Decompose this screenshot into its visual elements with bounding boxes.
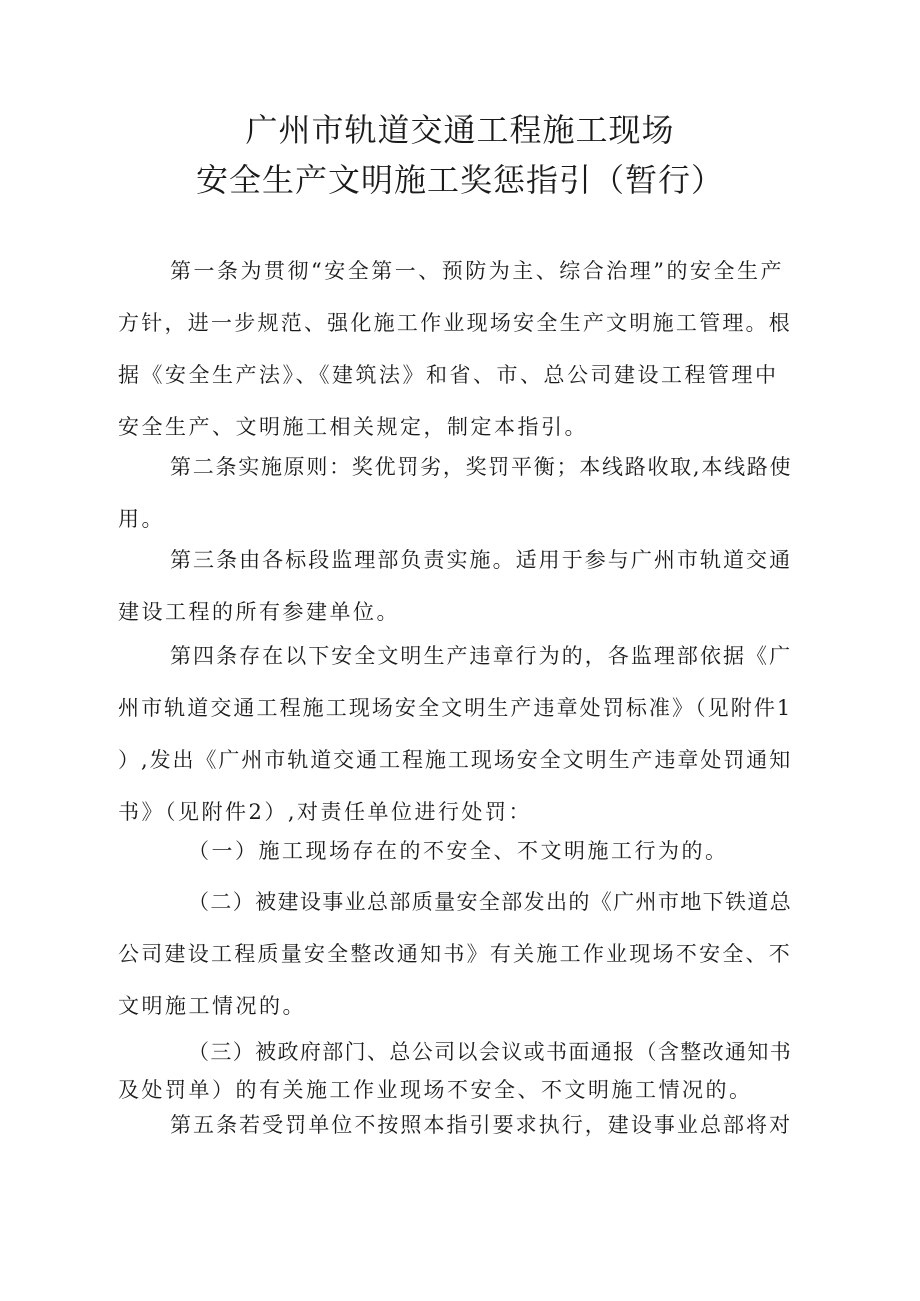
article-1-line: 安全生产、文明施工相关规定，制定本指引。 (118, 415, 588, 439)
article-3-line: 建设工程的所有参建单位。 (118, 600, 400, 624)
article-3-paragraph (118, 534, 794, 638)
item-3-line: （三）被政府部门、总公司以会议或书面通报（含整改通知书 (188, 1040, 793, 1064)
article-3-line: 第三条由各标段监理部负责实施。适用于参与广州市轨道交通 (170, 548, 793, 572)
item-2-paragraph (118, 876, 794, 1032)
article-5-line: 第五条若受罚单位不按照本指引要求执行，建设事业总部将对 (170, 1113, 793, 1137)
article-2-line: 第二条实施原则：奖优罚劣，奖罚平衡；本线路收取,本线路使 (170, 455, 793, 479)
article-1-paragraph (118, 245, 794, 453)
article-4-paragraph (118, 630, 794, 838)
document-title-line-2: 安全生产文明施工奖惩指引（暂行） (195, 161, 724, 199)
item-2-line: 文明施工情况的。 (118, 994, 306, 1018)
document-title-line-1: 广州市轨道交通工程施工现场 (245, 111, 675, 149)
article-4-line: 书》（见附件2）,对责任单位进行处罚： (118, 800, 533, 824)
item-2-line: 公司建设工程质量安全整改通知书》有关施工作业现场不安全、不 (118, 942, 793, 966)
item-2-line: （二）被建设事业总部质量安全部发出的《广州市地下铁道总 (188, 890, 793, 914)
article-4-line: ）,发出《广州市轨道交通工程施工现场安全文明生产违章处罚通知 (118, 748, 793, 772)
article-1-line: 据《安全生产法》、《建筑法》和省、市、总公司建设工程管理中 (118, 363, 779, 387)
article-2-paragraph (118, 441, 794, 545)
article-1-line: 方针，进一步规范、强化施工作业现场安全生产文明施工管理。根 (118, 311, 793, 335)
article-4-line: 州市轨道交通工程施工现场安全文明生产违章处罚标准》（见附件1 (118, 696, 793, 720)
item-3-paragraph (118, 1033, 794, 1109)
item-3-line: 及处罚单）的有关施工作业现场不安全、不文明施工情况的。 (118, 1078, 753, 1102)
article-5-paragraph (118, 1099, 794, 1151)
item-1-paragraph (118, 825, 794, 877)
article-1-line: 第一条为贯彻“安全第一、预防为主、综合治理”的安全生产 (170, 259, 784, 283)
item-1-line: （一）施工现场存在的不安全、不文明施工行为的。 (188, 839, 729, 863)
article-2-line: 用。 (118, 507, 165, 531)
article-4-line: 第四条存在以下安全文明生产违章行为的，各监理部依据《广 (170, 644, 793, 668)
